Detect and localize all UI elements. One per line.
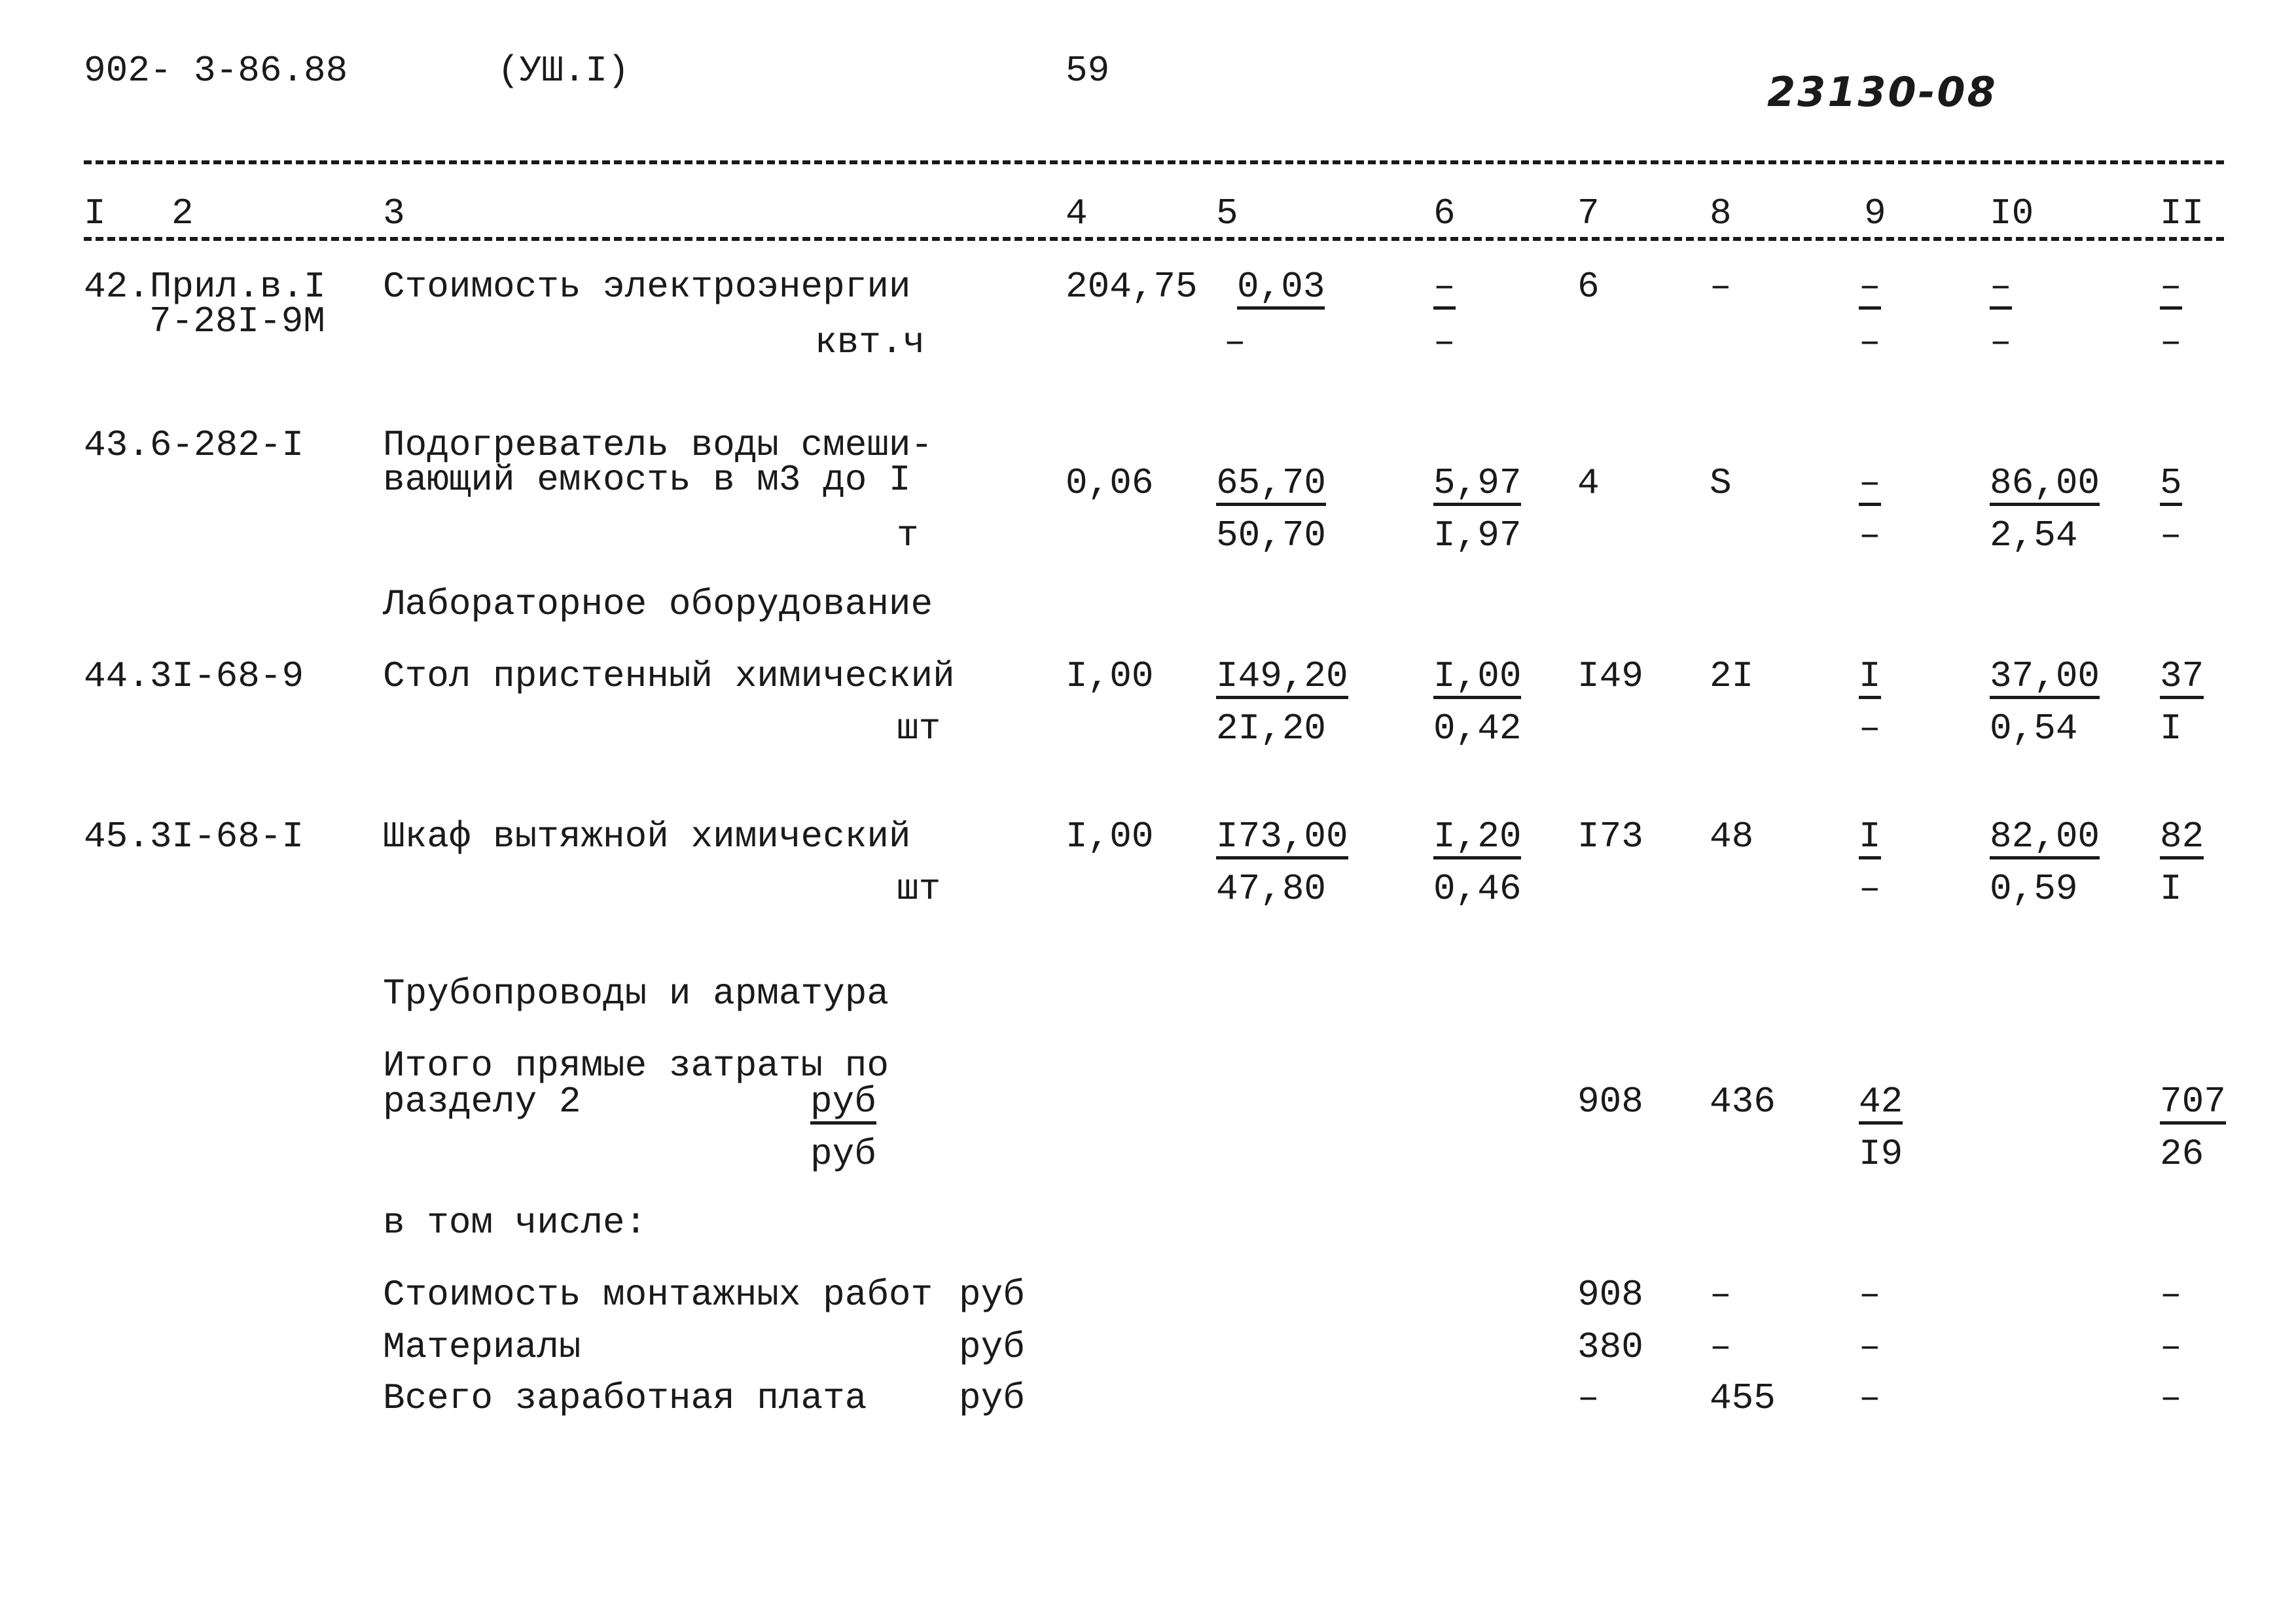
breakdown-unit: руб (959, 1377, 1025, 1419)
breakdown-c7: 908 (1577, 1274, 1643, 1316)
cell-c9-top: I (1859, 658, 1881, 699)
breakdown-c11: – (2160, 1326, 2182, 1368)
cell-c11-bot: I (2160, 868, 2182, 910)
header-rule (84, 160, 2224, 164)
cell-c4: 0,06 (1066, 462, 1154, 504)
doc-code: 902- 3-86.88 (84, 50, 348, 92)
row-code: 42.Прил.в.I (84, 266, 326, 308)
cell-c11-top: 5 (2160, 465, 2182, 506)
totals-c11-top: 707 (2160, 1083, 2226, 1125)
cell-c8: – (1710, 266, 1732, 308)
breakdown-c8: – (1710, 1326, 1732, 1368)
cell-c7: I73 (1577, 816, 1643, 857)
col-header: 8 (1710, 192, 1732, 234)
cell-c4: I,00 (1066, 816, 1154, 857)
row-name: Стоимость электроэнергии (383, 266, 911, 308)
cell-c5-bot: – (1224, 321, 1246, 363)
row-code-cont: 7-28I-9M (149, 300, 325, 342)
column-header-rule (84, 237, 2224, 241)
cell-c10-top: 82,00 (1990, 818, 2100, 859)
breakdown-c8: – (1710, 1274, 1732, 1316)
breakdown-c11: – (2160, 1274, 2182, 1316)
album-label: (УШ.I) (497, 50, 630, 92)
row-unit: т (897, 514, 919, 556)
cell-c5-top: 65,70 (1216, 465, 1326, 506)
breakdown-c9: – (1859, 1326, 1881, 1368)
cell-c9-bot: – (1859, 514, 1881, 556)
row-unit: квт.ч (815, 321, 925, 363)
section-heading: Трубопроводы и арматура (383, 973, 889, 1015)
cell-c10-top: – (1990, 268, 2012, 310)
cell-c7: I49 (1577, 655, 1643, 697)
row-name: Шкаф вытяжной химический (383, 816, 911, 857)
cell-c9-bot: – (1859, 708, 1881, 749)
row-name: Стол пристенный химический (383, 655, 955, 697)
cell-c8: 48 (1710, 816, 1754, 857)
totals-c11-bot: 26 (2160, 1133, 2204, 1175)
col-header: 6 (1433, 192, 1456, 234)
cell-c11-bot: – (2160, 514, 2182, 556)
col-header: 9 (1864, 192, 1886, 234)
totals-c8: 436 (1710, 1081, 1776, 1123)
totals-c9-bot: I9 (1859, 1133, 1903, 1175)
cell-c9-bot: – (1859, 868, 1881, 910)
row-name-cont: вающий емкость в м3 до I (383, 459, 911, 501)
breakdown-label: Материалы (383, 1326, 581, 1368)
cell-c11-top: – (2160, 268, 2182, 310)
col-header: 2 (171, 192, 194, 234)
col-header: 3 (383, 192, 405, 234)
cell-c10-bot: 0,54 (1990, 708, 2078, 749)
totals-label: Итого прямые затраты по (383, 1045, 889, 1087)
totals-c9-top: 42 (1859, 1083, 1903, 1125)
cell-c4: I,00 (1066, 655, 1154, 697)
totals-unit-top: руб (810, 1083, 876, 1125)
cell-c5-bot: 50,70 (1216, 514, 1327, 556)
breakdown-c7: 380 (1577, 1326, 1643, 1368)
cell-c10-bot: 0,59 (1990, 868, 2078, 910)
cell-c6-bot: 0,46 (1433, 868, 1522, 910)
row-code: 45.3I-68-I (84, 816, 304, 857)
breakdown-label: Стоимость монтажных работ (383, 1274, 933, 1316)
cell-c9-bot: – (1859, 321, 1881, 363)
breakdown-unit: руб (959, 1326, 1025, 1368)
col-header: 5 (1216, 192, 1238, 234)
cell-c5-bot: 47,80 (1216, 868, 1327, 910)
cell-c7: 4 (1577, 462, 1600, 504)
totals-c7: 908 (1577, 1081, 1643, 1123)
cell-c10-top: 86,00 (1990, 465, 2100, 506)
cell-c6-top: I,20 (1433, 818, 1521, 859)
cell-c6-bot: 0,42 (1433, 708, 1522, 749)
cell-c10-bot: 2,54 (1990, 514, 2078, 556)
registration-number: 23130-08 (1767, 68, 1998, 116)
including-label: в том числе: (383, 1202, 647, 1244)
breakdown-label: Всего заработная плата (383, 1377, 867, 1419)
cell-c9-top: I (1859, 818, 1881, 859)
totals-label-cont: разделу 2 (383, 1081, 581, 1123)
cell-c8: S (1710, 462, 1732, 504)
cell-c11-top: 37 (2160, 658, 2204, 699)
row-code: 43.6-282-I (84, 424, 304, 466)
col-header: 4 (1066, 192, 1088, 234)
cell-c11-bot: – (2160, 321, 2182, 363)
breakdown-c9: – (1859, 1377, 1881, 1419)
breakdown-c8: 455 (1710, 1377, 1776, 1419)
cell-c9-top: – (1859, 465, 1881, 506)
page-number: 59 (1066, 50, 1110, 92)
cell-c5-top: 0,03 (1237, 268, 1325, 310)
col-header: I0 (1990, 192, 2034, 234)
cell-c6-bot: I,97 (1433, 514, 1522, 556)
cell-c6-top: 5,97 (1433, 465, 1521, 506)
cell-c6-bot: – (1433, 321, 1456, 363)
cell-c11-top: 82 (2160, 818, 2204, 859)
cell-c10-bot: – (1990, 321, 2012, 363)
row-code: 44.3I-68-9 (84, 655, 304, 697)
breakdown-c9: – (1859, 1274, 1881, 1316)
cell-c6-top: I,00 (1433, 658, 1521, 699)
section-heading: Лабораторное оборудование (383, 583, 933, 625)
cell-c5-top: I49,20 (1216, 658, 1348, 699)
breakdown-c11: – (2160, 1377, 2182, 1419)
row-unit: шт (897, 868, 941, 910)
cell-c9-top: – (1859, 268, 1881, 310)
row-unit: шт (897, 708, 941, 749)
col-header: II (2160, 192, 2204, 234)
col-header: I (84, 192, 106, 234)
cell-c8: 2I (1710, 655, 1754, 697)
cell-c5-top: I73,00 (1216, 818, 1348, 859)
cell-c7: 6 (1577, 266, 1600, 308)
totals-unit-bot: руб (810, 1133, 876, 1175)
cell-c4: 204,75 (1066, 266, 1198, 308)
cell-c5-bot: 2I,20 (1216, 708, 1327, 749)
cell-c10-top: 37,00 (1990, 658, 2100, 699)
col-header: 7 (1577, 192, 1600, 234)
cell-c6-top: – (1433, 268, 1456, 310)
cell-c11-bot: I (2160, 708, 2182, 749)
breakdown-c7: – (1577, 1377, 1600, 1419)
row-name: Подогреватель воды смеши- (383, 424, 933, 466)
breakdown-unit: руб (959, 1274, 1025, 1316)
